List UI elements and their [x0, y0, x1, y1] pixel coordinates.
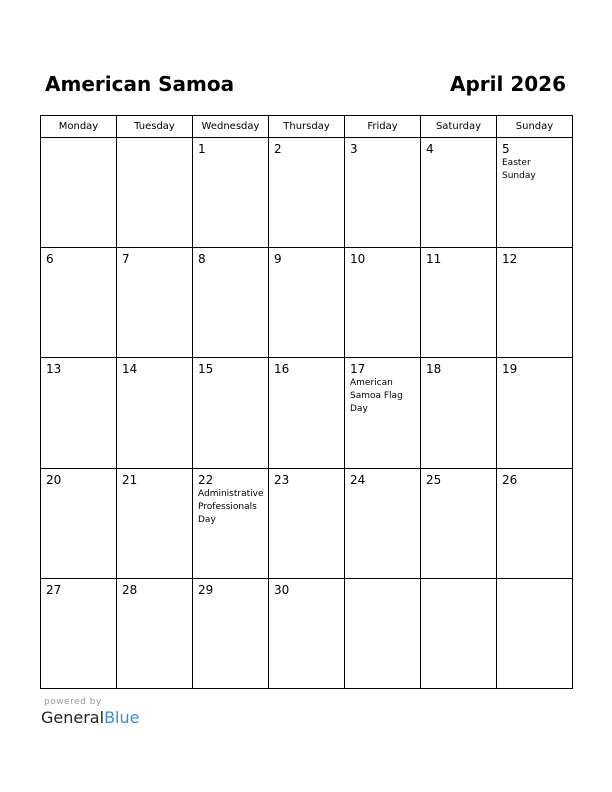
holiday-label: American Samoa Flag Day	[350, 378, 403, 415]
day-cell	[41, 358, 117, 468]
day-cell	[193, 578, 269, 688]
day-number: 14	[122, 362, 138, 377]
day-cell	[193, 358, 269, 468]
day-cell	[421, 358, 497, 468]
day-number: 2	[274, 142, 282, 156]
day-cell	[497, 358, 573, 468]
weekday-saturday: Saturday	[421, 116, 497, 138]
day-number: 25	[426, 472, 442, 487]
day-number: 16	[274, 362, 290, 377]
day-number: 5	[502, 142, 510, 156]
day-cell	[117, 468, 193, 578]
day-number: 1	[198, 142, 206, 156]
day-cell	[269, 578, 345, 688]
week-row	[41, 138, 573, 248]
day-number: 19	[502, 362, 518, 377]
day-cell	[345, 468, 421, 578]
day-number: 27	[46, 582, 62, 597]
day-cell	[117, 358, 193, 468]
day-number: 30	[274, 582, 290, 597]
week-row	[41, 358, 573, 468]
day-cell	[345, 138, 421, 248]
holiday-label: Easter Sunday	[502, 158, 536, 181]
month-year-title: April 2026	[450, 72, 566, 96]
day-cell	[117, 248, 193, 358]
calendar-weeks	[41, 138, 573, 689]
weekday-header-row	[41, 116, 573, 138]
day-cell	[117, 138, 193, 248]
day-cell	[41, 578, 117, 688]
day-number: 12	[502, 252, 518, 267]
day-number: 28	[122, 582, 138, 597]
day-cell	[193, 468, 269, 578]
day-cell	[193, 248, 269, 358]
day-number: 22	[198, 472, 214, 487]
day-number: 18	[426, 362, 442, 377]
day-number: 8	[198, 252, 206, 267]
day-number: 9	[274, 252, 282, 267]
day-cell	[421, 468, 497, 578]
week-row	[41, 468, 573, 578]
day-cell	[345, 578, 421, 688]
weekday-wednesday: Wednesday	[193, 116, 269, 138]
weekday-tuesday: Tuesday	[117, 116, 193, 138]
day-number: 4	[426, 142, 434, 156]
day-number: 6	[46, 252, 54, 267]
day-cell	[269, 138, 345, 248]
day-cell	[41, 468, 117, 578]
day-cell	[41, 138, 117, 248]
day-cell	[193, 138, 269, 248]
holiday-label: Administrative Professionals Day	[198, 488, 264, 525]
day-number: 3	[350, 142, 358, 156]
weekday-friday: Friday	[345, 116, 421, 138]
day-number: 26	[502, 472, 518, 487]
day-number: 7	[122, 252, 130, 267]
day-cell	[421, 138, 497, 248]
day-cell	[41, 248, 117, 358]
day-cell	[117, 578, 193, 688]
day-cell	[269, 468, 345, 578]
day-number: 20	[46, 472, 62, 487]
day-number: 24	[350, 472, 366, 487]
day-number: 29	[198, 582, 214, 597]
day-number: 10	[350, 252, 366, 267]
weekday-sunday: Sunday	[497, 116, 573, 138]
day-cell	[497, 138, 573, 248]
region-title: American Samoa	[45, 72, 235, 96]
week-row	[41, 578, 573, 688]
day-number: 17	[350, 362, 366, 377]
day-cell	[269, 248, 345, 358]
powered-by-text: powered by	[44, 697, 102, 707]
day-number: 21	[122, 472, 138, 487]
day-number: 13	[46, 362, 62, 377]
day-cell	[345, 358, 421, 468]
brand-blue: Blue	[104, 708, 140, 727]
weekday-monday: Monday	[41, 116, 117, 138]
day-cell	[345, 248, 421, 358]
day-cell	[497, 248, 573, 358]
generalblue-logo	[41, 708, 139, 728]
day-cell	[497, 468, 573, 578]
day-cell	[421, 248, 497, 358]
month-calendar-grid	[40, 115, 573, 689]
brand-general: General	[41, 708, 105, 727]
weekday-thursday: Thursday	[269, 116, 345, 138]
day-number: 11	[426, 252, 442, 267]
day-number: 23	[274, 472, 290, 487]
day-number: 15	[198, 362, 214, 377]
day-cell	[269, 358, 345, 468]
day-cell	[421, 578, 497, 688]
day-cell	[497, 578, 573, 688]
week-row	[41, 248, 573, 358]
